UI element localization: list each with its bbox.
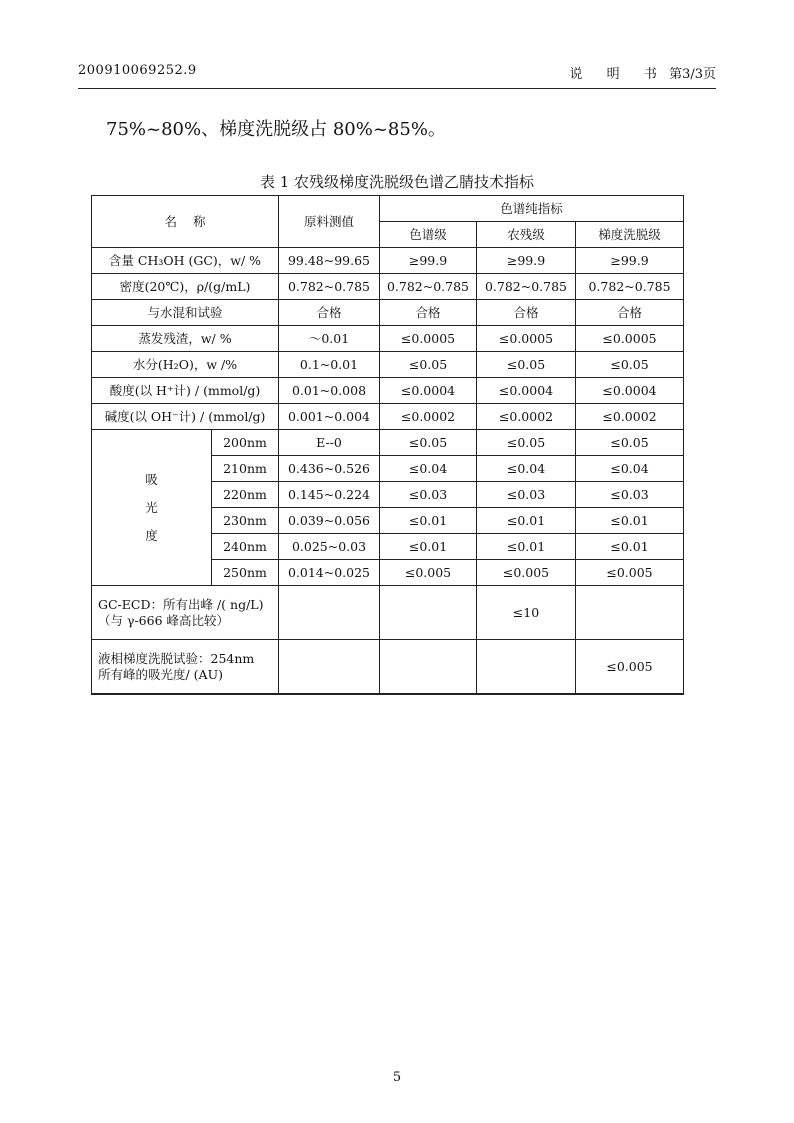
row-c3: 0.782~0.785 [576,274,684,300]
gc-ecd-line-1: GC-ECD：所有出峰 /( ng/L) [98,596,264,612]
row-c1: ≤0.01 [380,508,477,534]
row-raw [279,640,380,695]
table-row [92,300,684,326]
row-c3 [576,586,684,640]
table-row [92,326,684,352]
row-c3: ≤0.0002 [576,404,684,430]
lc-gradient-label [92,640,279,695]
row-c3: ≤0.01 [576,534,684,560]
row-raw: 0.1~0.01 [279,352,380,378]
gc-ecd-row [92,586,684,640]
row-raw [279,586,380,640]
row-c1: ≤0.01 [380,534,477,560]
row-c1: ≤0.05 [380,352,477,378]
row-c2: ≤0.005 [477,560,576,586]
row-c2 [477,640,576,695]
row-c1: ≤0.005 [380,560,477,586]
row-c3: ≤0.01 [576,508,684,534]
row-name: 含量 CH₃OH (GC)，w/ % [92,248,279,274]
table-title: 表 1 农残级梯度洗脱级色谱乙腈技术指标 [259,173,535,191]
page-number: 5 [392,1070,402,1085]
row-c3: ≤0.04 [576,456,684,482]
row-name: 密度(20℃)，ρ/(g/mL) [92,274,279,300]
row-c1 [380,640,477,695]
row-c3: ≤0.03 [576,482,684,508]
row-c1: ≥99.9 [380,248,477,274]
row-c1: 合格 [380,300,477,326]
row-name: 碱度(以 OH⁻计) / (mmol/g) [92,404,279,430]
table-row [92,404,684,430]
table-row [92,352,684,378]
continuation-text: 75%~80%、梯度洗脱级占 80%~85%。 [106,119,446,140]
row-raw: 99.48~99.65 [279,248,380,274]
row-c2: ≤0.04 [477,456,576,482]
row-raw: E--0 [279,430,380,456]
header-name: 名 称 [92,196,279,248]
doc-type: 说 明 书 [569,67,657,82]
row-raw: 0.014~0.025 [279,560,380,586]
wavelength: 250nm [212,560,279,586]
wavelength: 220nm [212,482,279,508]
row-c3: ≤0.005 [576,560,684,586]
row-c3: ≤0.0005 [576,326,684,352]
header-col1: 色谱级 [380,222,477,248]
absorbance-label-2: 光 [145,499,158,515]
header-row-1 [92,196,684,222]
row-c1 [380,586,477,640]
row-c2: ≤0.05 [477,430,576,456]
row-raw: 0.436~0.526 [279,456,380,482]
row-c2: ≤0.0004 [477,378,576,404]
row-raw: 0.039~0.056 [279,508,380,534]
row-raw: 0.01~0.008 [279,378,380,404]
absorbance-label-3: 度 [145,527,158,543]
row-c1: ≤0.03 [380,482,477,508]
header-col3: 梯度洗脱级 [576,222,684,248]
row-c2: 0.782~0.785 [477,274,576,300]
wavelength: 230nm [212,508,279,534]
row-name: 与水混和试验 [92,300,279,326]
row-raw: 合格 [279,300,380,326]
row-name: 蒸发残渣，w/ % [92,326,279,352]
row-c2: ≤0.01 [477,534,576,560]
row-c2: ≤0.05 [477,352,576,378]
gc-ecd-line-2: （与 γ-666 峰高比较） [98,612,230,628]
doc-type-and-page [569,63,716,82]
row-raw: 0.025~0.03 [279,534,380,560]
table-row [92,378,684,404]
row-name: 水分(H₂O)，w /% [92,352,279,378]
row-c2: ≤0.0002 [477,404,576,430]
absorbance-label [92,430,212,586]
row-raw: 0.145~0.224 [279,482,380,508]
row-c2: ≤0.0005 [477,326,576,352]
row-c1: 0.782~0.785 [380,274,477,300]
absorbance-label-1: 吸 [145,471,158,487]
header-col2: 农残级 [477,222,576,248]
row-c3: ≥99.9 [576,248,684,274]
wavelength: 240nm [212,534,279,560]
lc-gradient-line-2: 所有峰的吸光度/ (AU) [98,666,224,682]
row-c3: ≤0.005 [576,640,684,695]
row-c2: ≤10 [477,586,576,640]
row-c1: ≤0.05 [380,430,477,456]
lc-gradient-row [92,640,684,695]
row-c1: ≤0.04 [380,456,477,482]
header-raw: 原料测值 [279,196,380,248]
row-name: 酸度(以 H⁺计) / (mmol/g) [92,378,279,404]
spec-table [91,195,684,695]
row-c3: ≤0.05 [576,430,684,456]
table-row [92,274,684,300]
row-c3: ≤0.0004 [576,378,684,404]
absorbance-row [92,430,684,456]
row-raw: ～0.01 [279,326,380,352]
row-c1: ≤0.0005 [380,326,477,352]
row-c2: ≤0.01 [477,508,576,534]
header-rule [78,88,716,89]
row-c2: ≥99.9 [477,248,576,274]
header-group: 色谱纯指标 [380,196,684,222]
row-raw: 0.782~0.785 [279,274,380,300]
gc-ecd-label [92,586,279,640]
wavelength: 200nm [212,430,279,456]
lc-gradient-line-1: 液相梯度洗脱试验：254nm [98,650,255,666]
table-row [92,248,684,274]
row-c3: ≤0.05 [576,352,684,378]
wavelength: 210nm [212,456,279,482]
row-c3: 合格 [576,300,684,326]
row-c2: ≤0.03 [477,482,576,508]
row-c1: ≤0.0004 [380,378,477,404]
row-c1: ≤0.0002 [380,404,477,430]
page-of: 第3/3页 [669,67,716,82]
row-raw: 0.001~0.004 [279,404,380,430]
row-c2: 合格 [477,300,576,326]
patent-number: 200910069252.9 [78,63,197,78]
